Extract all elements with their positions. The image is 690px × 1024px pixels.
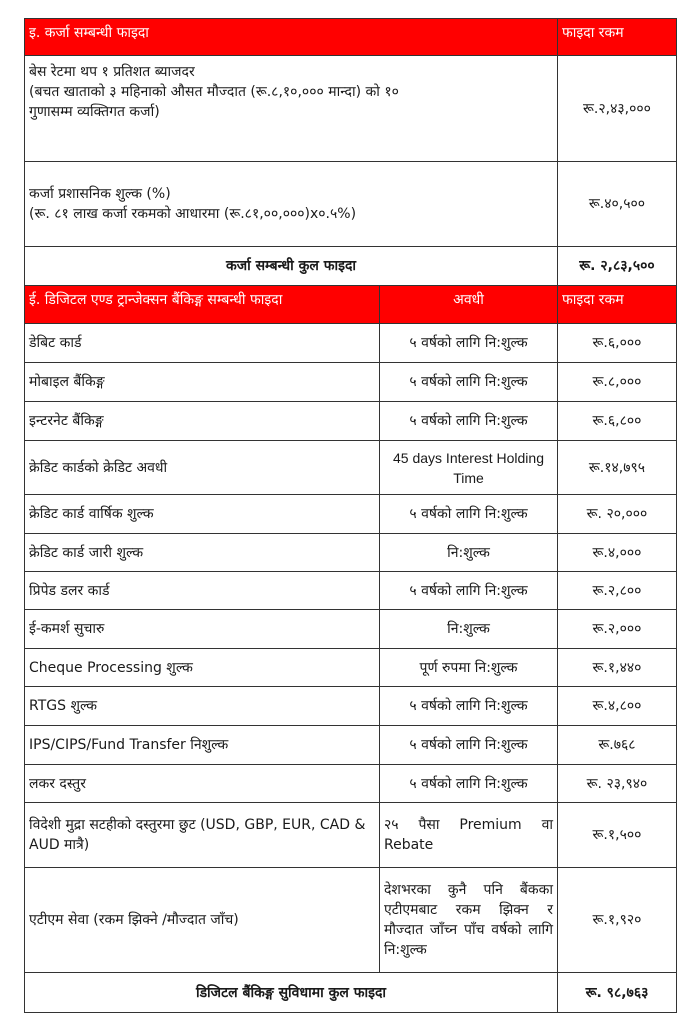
- table-row: [25, 534, 677, 572]
- loan-total-amount: रू. २,८३,५००: [558, 247, 677, 286]
- benefit-period: ५ वर्षको लागि नि:शुल्क: [380, 572, 558, 610]
- benefit-item: प्रिपेड डलर कार्ड: [25, 572, 380, 610]
- digital-header-row: [25, 286, 677, 324]
- benefit-item: क्रेडिट कार्ड वार्षिक शुल्क: [25, 495, 380, 534]
- benefit-item: क्रेडिट कार्ड जारी शुल्क: [25, 534, 380, 572]
- table-row: [25, 765, 677, 803]
- benefit-period: देशभरका कुनै पनि बैंकका एटीएमबाट रकम झिक्न र मौज्दात जाँच्न पाँच वर्षको लागि नि:शुल्क: [380, 868, 558, 973]
- benefit-item: Cheque Processing शुल्क: [25, 649, 380, 687]
- benefit-amount: रू.६,८००: [558, 402, 677, 441]
- benefit-amount: रू. २३,९४०: [558, 765, 677, 803]
- benefit-amount: रू.१,५००: [558, 803, 677, 868]
- table-row: [25, 495, 677, 534]
- table-row: [25, 56, 677, 162]
- benefit-item: इन्टरनेट बैंकिङ्ग: [25, 402, 380, 441]
- benefit-item: क्रेडिट कार्डको क्रेडिट अवधी: [25, 441, 380, 495]
- table-row: [25, 572, 677, 610]
- loan-total-label: कर्जा सम्बन्धी कुल फाइदा: [25, 247, 558, 286]
- benefit-period: ५ वर्षको लागि नि:शुल्क: [380, 324, 558, 363]
- table-row: [25, 162, 677, 247]
- description-line: (रू. ८१ लाख कर्जा रकमको आधारमा (रू.८१,००,०००)x०.५%): [29, 206, 357, 222]
- table-row: [25, 363, 677, 402]
- description-line: बेस रेटमा थप १ प्रतिशत ब्याजदर: [29, 64, 195, 80]
- loan-section-title: इ. कर्जा सम्बन्धी फाइदा: [25, 19, 558, 56]
- benefit-item: विदेशी मुद्रा सटहीको दस्तुरमा छुट (USD, GBP, EUR, CAD & AUD मात्रै): [25, 803, 380, 868]
- table-row: [25, 687, 677, 726]
- benefit-amount: रू.२,०००: [558, 610, 677, 649]
- table-row: [25, 610, 677, 649]
- benefit-item: मोबाइल बैंकिङ्ग: [25, 363, 380, 402]
- loan-total-row: [25, 247, 677, 286]
- table-row: [25, 441, 677, 495]
- digital-amount-col-header: फाइदा रकम: [558, 286, 677, 324]
- digital-banking-benefits-table: [24, 285, 677, 1013]
- description-line: कर्जा प्रशासनिक शुल्क (%): [29, 186, 171, 202]
- loan-header-row: [25, 19, 677, 56]
- benefit-period: ५ वर्षको लागि नि:शुल्क: [380, 495, 558, 534]
- benefit-item: डेबिट कार्ड: [25, 324, 380, 363]
- benefit-period: नि:शुल्क: [380, 610, 558, 649]
- benefit-amount: रू.४,०००: [558, 534, 677, 572]
- benefit-period: पूर्ण रुपमा नि:शुल्क: [380, 649, 558, 687]
- benefit-amount: रू.४०,५००: [558, 162, 677, 247]
- benefit-period: ५ वर्षको लागि नि:शुल्क: [380, 765, 558, 803]
- digital-total-amount: रू. ९८,७६३: [558, 973, 677, 1013]
- table-row: [25, 402, 677, 441]
- table-row: [25, 324, 677, 363]
- benefit-period: 45 days Interest Holding Time: [380, 441, 558, 495]
- digital-total-label: डिजिटल बैंकिङ्ग सुविधामा कुल फाइदा: [25, 973, 558, 1013]
- description-line: गुणासम्म व्यक्तिगत कर्जा): [29, 104, 160, 120]
- loan-benefit-description: [25, 162, 558, 247]
- loan-benefit-description: [25, 56, 558, 162]
- benefit-amount: रू.७६८: [558, 726, 677, 765]
- benefit-amount: रू.२,८००: [558, 572, 677, 610]
- benefit-item: एटीएम सेवा (रकम झिक्ने /मौज्दात जाँच): [25, 868, 380, 973]
- period-col-header: अवधी: [380, 286, 558, 324]
- description-line: (बचत खाताको ३ महिनाको औसत मौज्दात (रू.८,१०,००० मान्दा) को १०: [29, 84, 399, 100]
- benefit-period: २५ पैसा Premium वा Rebate: [380, 803, 558, 868]
- benefit-item: IPS/CIPS/Fund Transfer निशुल्क: [25, 726, 380, 765]
- table-row: [25, 803, 677, 868]
- benefit-amount: रू.४,८००: [558, 687, 677, 726]
- benefit-amount: रू.१,४४०: [558, 649, 677, 687]
- benefit-item: लकर दस्तुर: [25, 765, 380, 803]
- digital-total-row: [25, 973, 677, 1013]
- benefit-period: ५ वर्षको लागि नि:शुल्क: [380, 402, 558, 441]
- benefit-amount: रू.१४,७९५: [558, 441, 677, 495]
- benefit-amount: रू.१,९२०: [558, 868, 677, 973]
- loan-benefits-table: [24, 18, 677, 286]
- benefit-item: ई-कमर्श सुचारु: [25, 610, 380, 649]
- benefit-item: RTGS शुल्क: [25, 687, 380, 726]
- benefit-period: ५ वर्षको लागि नि:शुल्क: [380, 726, 558, 765]
- benefit-amount: रू.६,०००: [558, 324, 677, 363]
- benefit-amount: रू.८,०००: [558, 363, 677, 402]
- benefit-amount: रू.२,४३,०००: [558, 56, 677, 162]
- table-row: [25, 649, 677, 687]
- loan-amount-col-header: फाइदा रकम: [558, 19, 677, 56]
- table-row: [25, 868, 677, 973]
- benefit-period: ५ वर्षको लागि नि:शुल्क: [380, 687, 558, 726]
- benefit-period: नि:शुल्क: [380, 534, 558, 572]
- benefit-period: ५ वर्षको लागि नि:शुल्क: [380, 363, 558, 402]
- table-row: [25, 726, 677, 765]
- benefit-amount: रू. २०,०००: [558, 495, 677, 534]
- digital-section-title: ई. डिजिटल एण्ड ट्रान्जेक्सन बैंकिङ्ग सम्बन्धी फाइदा: [25, 286, 380, 324]
